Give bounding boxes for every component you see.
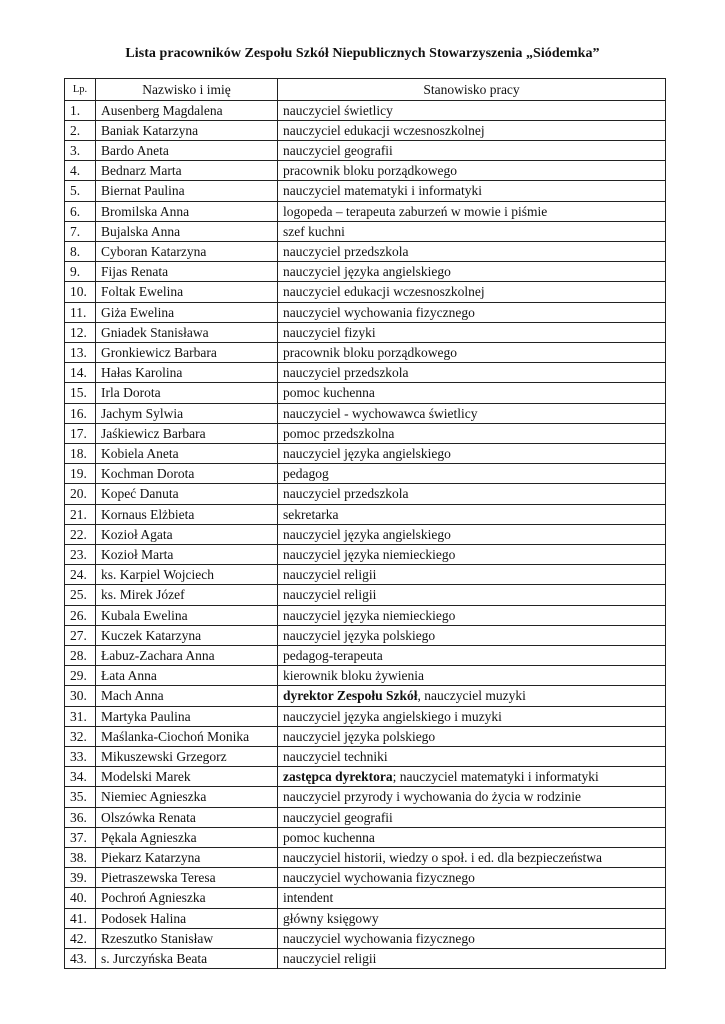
employee-position-text: nauczyciel techniki (283, 749, 388, 764)
employee-name: Ausenberg Magdalena (96, 100, 278, 120)
row-number: 42. (65, 928, 96, 948)
row-number: 19. (65, 464, 96, 484)
employee-position (278, 423, 666, 443)
employee-name: Kuczek Katarzyna (96, 625, 278, 645)
table-row (65, 888, 666, 908)
employee-position-text: nauczyciel świetlicy (283, 102, 393, 118)
employee-position-text: nauczyciel języka polskiego (283, 627, 436, 643)
row-number: 33. (65, 747, 96, 767)
employee-position-text: nauczyciel - wychowawca świetlicy (283, 405, 478, 421)
employee-name: Łabuz-Zachara Anna (96, 645, 278, 665)
employee-name: Cyboran Katarzyna (96, 241, 278, 261)
employee-position (278, 524, 666, 544)
table-row (65, 928, 666, 948)
employee-name: Irla Dorota (96, 383, 278, 403)
employee-position-text: nauczyciel języka angielskiego i muzyki (283, 708, 502, 724)
employee-position (278, 726, 666, 746)
row-number: 37. (65, 827, 96, 847)
employee-name: Olszówka Renata (96, 807, 278, 827)
row-number: 10. (65, 282, 96, 302)
table-row (65, 868, 666, 888)
employee-position-text: logopeda – terapeuta zaburzeń w mowie i piśmie (283, 203, 548, 219)
table-row (65, 706, 666, 726)
employee-position (278, 706, 666, 726)
employee-name: Mach Anna (96, 686, 278, 706)
row-number: 20. (65, 484, 96, 504)
row-number: 8. (65, 241, 96, 261)
employee-name: s. Jurczyńska Beata (96, 949, 278, 969)
employee-position (278, 221, 666, 241)
table-row (65, 625, 666, 645)
employee-position (278, 140, 666, 160)
employee-name: Kubala Ewelina (96, 605, 278, 625)
employee-position-text: nauczyciel przedszkola (283, 243, 409, 259)
employee-name: Modelski Marek (96, 767, 278, 787)
table-row (65, 908, 666, 928)
column-header-lp: Lp. (65, 79, 96, 101)
row-number: 27. (65, 625, 96, 645)
employee-position (278, 686, 666, 706)
employee-name: Kopeć Danuta (96, 484, 278, 504)
employee-position (278, 342, 666, 362)
table-row (65, 726, 666, 746)
table-row (65, 181, 666, 201)
table-row (65, 504, 666, 524)
employee-name: Gniadek Stanisława (96, 322, 278, 342)
employee-position-text: pracownik bloku porządkowego (283, 344, 457, 360)
table-row (65, 949, 666, 969)
table-row (65, 363, 666, 383)
employee-position (278, 302, 666, 322)
employee-name: Kochman Dorota (96, 464, 278, 484)
employee-position (278, 504, 666, 524)
employee-position-text: ; nauczyciel matematyki i informatyki (392, 769, 599, 785)
table-row (65, 403, 666, 423)
employee-position (278, 403, 666, 423)
employee-position-text: pomoc przedszkolna (283, 425, 395, 441)
table-row (65, 241, 666, 261)
employee-name: Kozioł Agata (96, 524, 278, 544)
employee-name: Rzeszutko Stanisław (96, 928, 278, 948)
table-row (65, 443, 666, 463)
table-row (65, 686, 666, 706)
employee-position (278, 464, 666, 484)
table-row (65, 645, 666, 665)
employee-position (278, 949, 666, 969)
row-number: 2. (65, 120, 96, 140)
employee-name: Bromilska Anna (96, 201, 278, 221)
table-row (65, 322, 666, 342)
page-title: Lista pracowników Zespołu Szkół Niepublicznych Stowarzyszenia „Siódemka” (125, 46, 600, 61)
employee-position-text: nauczyciel wychowania fizycznego (283, 870, 475, 886)
employee-position (278, 322, 666, 342)
employee-position (278, 363, 666, 383)
employee-position (278, 443, 666, 463)
table-row (65, 848, 666, 868)
table-row (65, 484, 666, 504)
employee-position (278, 201, 666, 221)
employee-name: Mikuszewski Grzegorz (96, 747, 278, 767)
row-number: 31. (65, 706, 96, 726)
row-number: 26. (65, 605, 96, 625)
row-number: 35. (65, 787, 96, 807)
employee-position (278, 888, 666, 908)
employee-position (278, 928, 666, 948)
employee-position (278, 544, 666, 564)
employee-position (278, 484, 666, 504)
employee-position-text: nauczyciel historii, wiedzy o społ. i ed. dla bezpieczeństwa (283, 850, 603, 866)
row-number: 32. (65, 726, 96, 746)
employee-name: Baniak Katarzyna (96, 120, 278, 140)
table-row (65, 605, 666, 625)
employee-name: Maślanka-Ciochoń Monika (96, 726, 278, 746)
employee-position (278, 747, 666, 767)
employee-name: Martyka Paulina (96, 706, 278, 726)
employee-position-text: nauczyciel języka niemieckiego (283, 546, 456, 562)
table-row (65, 120, 666, 140)
employee-name: Łata Anna (96, 666, 278, 686)
employee-name: Niemiec Agnieszka (96, 787, 278, 807)
table-row (65, 302, 666, 322)
employee-position-text: pomoc kuchenna (283, 829, 375, 845)
employee-position-text: nauczyciel języka polskiego (283, 728, 436, 744)
employee-position-text: szef kuchni (283, 223, 345, 239)
employee-name: Piekarz Katarzyna (96, 848, 278, 868)
employee-position (278, 645, 666, 665)
employee-role: zastępca dyrektora (283, 769, 393, 785)
row-number: 24. (65, 565, 96, 585)
employee-position-text: nauczyciel religii (283, 951, 377, 967)
row-number: 34. (65, 767, 96, 787)
employee-name: Giża Ewelina (96, 302, 278, 322)
employee-name: ks. Mirek Józef (96, 585, 278, 605)
row-number: 13. (65, 342, 96, 362)
table-row (65, 201, 666, 221)
employee-position-text: pracownik bloku porządkowego (283, 163, 457, 179)
employee-position-text: pomoc kuchenna (283, 385, 375, 401)
employee-name: Foltak Ewelina (96, 282, 278, 302)
employee-position (278, 868, 666, 888)
employee-name: Fijas Renata (96, 262, 278, 282)
employee-position-text: nauczyciel przedszkola (283, 486, 409, 502)
employee-position-text: nauczyciel edukacji wczesnoszkolnej (283, 122, 485, 138)
employee-position-text: nauczyciel języka angielskiego (283, 445, 451, 461)
employee-name: Podosek Halina (96, 908, 278, 928)
row-number: 25. (65, 585, 96, 605)
employee-position-text: nauczyciel edukacji wczesnoszkolnej (283, 284, 485, 300)
employee-name: ks. Karpiel Wojciech (96, 565, 278, 585)
employee-position-text: kierownik bloku żywienia (283, 668, 424, 684)
employee-position-text: główny księgowy (283, 910, 379, 926)
row-number: 40. (65, 888, 96, 908)
employee-position-text: pedagog (283, 466, 329, 482)
employee-position (278, 120, 666, 140)
table-row (65, 585, 666, 605)
row-number: 17. (65, 423, 96, 443)
employee-position (278, 383, 666, 403)
employee-position-text: nauczyciel języka angielskiego (283, 526, 451, 542)
employee-name: Pękala Agnieszka (96, 827, 278, 847)
table-row (65, 140, 666, 160)
table-row (65, 747, 666, 767)
row-number: 36. (65, 807, 96, 827)
employee-position-text: , nauczyciel muzyki (417, 688, 526, 704)
employee-position (278, 666, 666, 686)
row-number: 7. (65, 221, 96, 241)
table-row (65, 524, 666, 544)
table-row (65, 787, 666, 807)
employee-position-text: sekretarka (283, 506, 339, 522)
table-row (65, 161, 666, 181)
employee-position (278, 807, 666, 827)
row-number: 43. (65, 949, 96, 969)
employee-position (278, 625, 666, 645)
employee-name: Pietraszewska Teresa (96, 868, 278, 888)
table-row (65, 383, 666, 403)
employee-position-text: nauczyciel wychowania fizycznego (283, 304, 475, 320)
row-number: 29. (65, 666, 96, 686)
row-number: 5. (65, 181, 96, 201)
employee-position (278, 908, 666, 928)
table-row (65, 767, 666, 787)
row-number: 22. (65, 524, 96, 544)
employee-position-text: intendent (283, 890, 334, 906)
staff-table (64, 78, 666, 969)
row-number: 4. (65, 161, 96, 181)
employee-position-text: nauczyciel języka angielskiego (283, 264, 451, 280)
column-header-position: Stanowisko pracy (278, 79, 666, 101)
employee-position (278, 787, 666, 807)
employee-position-text: nauczyciel religii (283, 587, 377, 603)
employee-position-text: nauczyciel przedszkola (283, 365, 409, 381)
employee-name: Bednarz Marta (96, 161, 278, 181)
employee-name: Jaśkiewicz Barbara (96, 423, 278, 443)
employee-name: Kozioł Marta (96, 544, 278, 564)
employee-role: dyrektor Zespołu Szkół (283, 688, 418, 704)
table-row (65, 423, 666, 443)
row-number: 16. (65, 403, 96, 423)
employee-position-text: nauczyciel przyrody i wychowania do życia w rodzinie (283, 789, 582, 805)
employee-position-text: nauczyciel religii (283, 567, 377, 583)
employee-name: Bujalska Anna (96, 221, 278, 241)
row-number: 28. (65, 645, 96, 665)
row-number: 21. (65, 504, 96, 524)
row-number: 30. (65, 686, 96, 706)
employee-position-text: nauczyciel wychowania fizycznego (283, 930, 475, 946)
employee-position-text: nauczyciel fizyki (283, 324, 376, 340)
employee-position-text: nauczyciel geografii (283, 809, 393, 825)
employee-position-text: nauczyciel języka niemieckiego (283, 607, 456, 623)
employee-position (278, 605, 666, 625)
table-row (65, 342, 666, 362)
table-row (65, 464, 666, 484)
employee-position (278, 848, 666, 868)
row-number: 38. (65, 848, 96, 868)
employee-position (278, 241, 666, 261)
table-row (65, 807, 666, 827)
row-number: 39. (65, 868, 96, 888)
employee-position (278, 827, 666, 847)
employee-position (278, 565, 666, 585)
employee-position (278, 585, 666, 605)
employee-name: Hałas Karolina (96, 363, 278, 383)
employee-position (278, 181, 666, 201)
employee-name: Kobiela Aneta (96, 443, 278, 463)
row-number: 9. (65, 262, 96, 282)
table-row (65, 221, 666, 241)
employee-position (278, 767, 666, 787)
row-number: 3. (65, 140, 96, 160)
table-row (65, 282, 666, 302)
employee-name: Kornaus Elżbieta (96, 504, 278, 524)
staff-table-body (65, 100, 666, 969)
row-number: 15. (65, 383, 96, 403)
employee-name: Biernat Paulina (96, 181, 278, 201)
row-number: 6. (65, 201, 96, 221)
table-row (65, 100, 666, 120)
employee-position-text: nauczyciel matematyki i informatyki (283, 183, 483, 199)
row-number: 12. (65, 322, 96, 342)
employee-position-text: nauczyciel geografii (283, 142, 393, 158)
table-row (65, 827, 666, 847)
table-row (65, 565, 666, 585)
row-number: 1. (65, 100, 96, 120)
row-number: 41. (65, 908, 96, 928)
employee-position (278, 161, 666, 181)
employee-position (278, 262, 666, 282)
row-number: 11. (65, 302, 96, 322)
table-header-row (65, 79, 666, 101)
column-header-name: Nazwisko i imię (96, 79, 278, 101)
employee-position (278, 100, 666, 120)
employee-position (278, 282, 666, 302)
employee-name: Jachym Sylwia (96, 403, 278, 423)
employee-name: Gronkiewicz Barbara (96, 342, 278, 362)
employee-position-text: pedagog-terapeuta (283, 647, 383, 663)
row-number: 23. (65, 544, 96, 564)
employee-name: Bardo Aneta (96, 140, 278, 160)
row-number: 18. (65, 443, 96, 463)
table-row (65, 666, 666, 686)
table-row (65, 544, 666, 564)
employee-name: Pochroń Agnieszka (96, 888, 278, 908)
row-number: 14. (65, 363, 96, 383)
table-row (65, 262, 666, 282)
